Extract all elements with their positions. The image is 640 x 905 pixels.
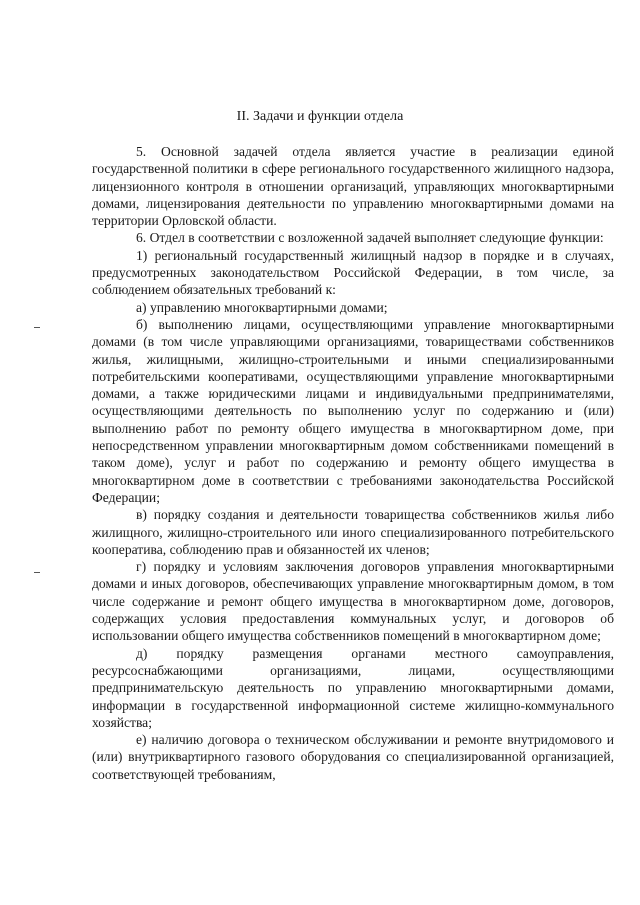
paragraph-item-e: е) наличию договора о техническом обслуживании и ремонте внутридомового и (или) внутриквартирного газового оборудования со специализированной организацией, соответствующей требованиям, [92, 732, 614, 782]
paragraph-item-1: 1) региональный государственный жилищный надзор в порядке и в случаях, предусмотренных законодательством Российской Федерации, в том числе, за соблюдением обязательных требований к: [92, 247, 614, 298]
paragraph-item-v: в) порядку создания и деятельности товарищества собственников жилья либо жилищного, жилищно-строительного или иного специализированного потребительского кооператива, соблюдению прав и обязанностей их членов; [92, 507, 614, 557]
paragraph-item-g: г) порядку и условиям заключения договоров управления многоквартирными домами и иных договоров, обеспечивающих управление многоквартирным домом, в том числе содержание и ремонт общего имущества в многоквартирном доме, договоров, содержащих условия предоставления коммунальных услуг, и договоров об использовании общего имущества собственников помещений в многоквартирном доме; [92, 559, 614, 644]
paragraph-item-a: а) управлению многоквартирными домами; [136, 299, 388, 315]
paragraph-item-d: д) порядку размещения органами местного самоуправления, ресурсоснабжающими организациями, лицами, осуществляющими предпринимательскую деятельность по управлению многоквартирными домами, информации в государственной информационной системе жилищно-коммунального хозяйства; [92, 645, 614, 730]
margin-mark [34, 572, 40, 573]
paragraph-6: 6. Отдел в соответствии с возложенной задачей выполняет следующие функции: [136, 230, 604, 246]
section-heading: II. Задачи и функции отдела [236, 109, 404, 124]
margin-mark [34, 327, 40, 328]
document-body [92, 143, 614, 783]
paragraph-item-b: б) выполнению лицами, осуществляющими управление многоквартирными домами (в том числе управляющими организациями, товариществами собственников жилья, жилищными, жилищно-строительными и иными специализированными потребительскими кооперативами, осуществляющими управление многоквартирными домами, а также юридическими лицами и индивидуальными предпринимателями, осуществляющими деятельность по выполнению услуг по содержанию и (или) выполнению работ по ремонту общего имущества в многоквартирном доме, при непосредственном управлении многоквартирным домом собственниками помещений в таком доме), услуг и работ по содержанию и ремонту общего имущества в многоквартирном доме в соответствии с требованиями законодательства Российской Федерации; [92, 316, 614, 505]
paragraph-5: 5. Основной задачей отдела является участие в реализации единой государственной политики в сфере регионального государственного жилищного надзора, лицензионного контроля в отношении организаций, управляющих многоквартирными домами, лицензирования деятельности по управлению многоквартирными домами на территории Орловской области. [92, 144, 614, 229]
